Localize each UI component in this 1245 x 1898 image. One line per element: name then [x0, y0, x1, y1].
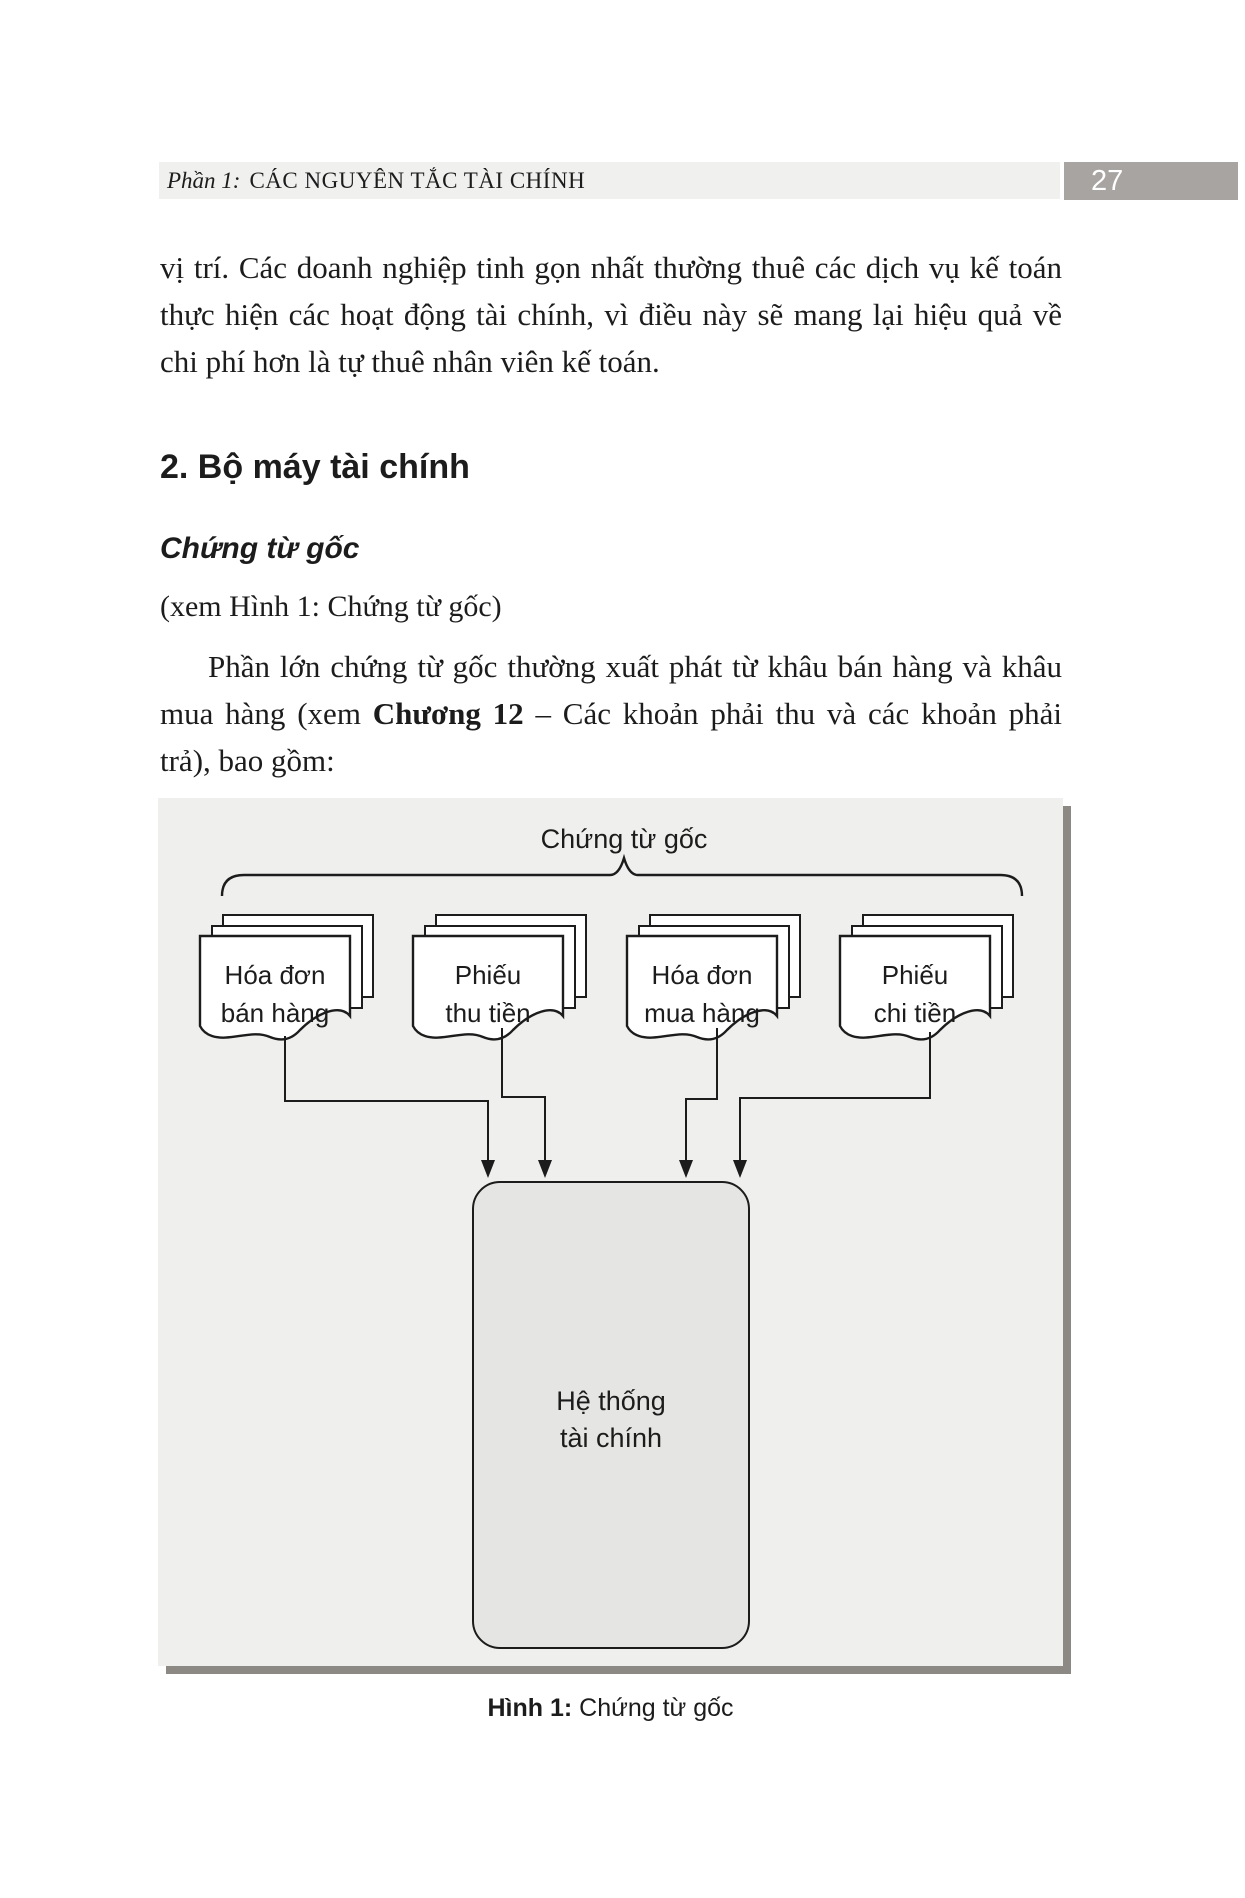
document-stack-payment-voucher [840, 915, 1013, 1039]
document-stack-receipt-voucher [413, 915, 586, 1039]
system-box-label-line1: Hệ thống [556, 1386, 666, 1416]
figure-reference: (xem Hình 1: Chứng từ gốc) [160, 590, 502, 623]
connector-line-3 [686, 1028, 717, 1162]
arrow-down-icon [538, 1160, 552, 1178]
document-stack-sales-invoice [200, 915, 373, 1039]
figure-1-panel [158, 798, 1063, 1666]
header-part-label: Phần 1: [167, 168, 241, 193]
figure-caption-number: Hình 1: [487, 1694, 573, 1722]
document-label-line2: mua hàng [644, 998, 760, 1028]
paragraph2-after: – Các khoản phải thu và các khoản phải trả), bao gồm: [160, 696, 1063, 778]
connector-line-1 [285, 1036, 488, 1162]
document-stack-purchase-invoice [627, 915, 800, 1039]
running-header [159, 162, 1060, 199]
bracket-label: Chứng từ gốc [540, 824, 708, 854]
text-column [160, 244, 1062, 784]
connector-line-4 [740, 1032, 930, 1162]
figure-1-diagram [158, 798, 1063, 1666]
system-box-label-line2: tài chính [559, 1423, 663, 1453]
document-label-line2: bán hàng [220, 998, 330, 1028]
chapter-crossref: Chương 12 [372, 696, 524, 731]
arrow-down-icon [481, 1160, 495, 1178]
figure-caption-text: Chứng từ gốc [572, 1694, 734, 1722]
document-label-line1: Hóa đơn [224, 960, 326, 990]
document-label-line2: chi tiền [873, 998, 957, 1028]
paragraph2-before: Phần lớn chứng từ gốc thường xuất phát từ khâu bán hàng và khâu mua hàng (xem [160, 649, 1062, 731]
figure-caption [158, 1692, 1063, 1724]
document-label-line1: Phiếu [881, 960, 949, 990]
paragraph-continuation: vị trí. Các doanh nghiệp tinh gọn nhất thường thuê các dịch vụ kế toán thực hiện các hoạt động tài chính, vì điều này sẽ mang lại hiệu quả về chi phí hơn là tự thuê nhân viên kế toán. [160, 250, 1062, 379]
connector-line-2 [502, 1028, 545, 1162]
document-label-line1: Phiếu [454, 960, 522, 990]
section-heading: 2. Bộ máy tài chính [160, 448, 470, 486]
page-number-badge [1064, 162, 1238, 200]
paragraph-intro-figure [160, 643, 1062, 784]
document-label-line2: thu tiền [445, 998, 531, 1028]
page-number: 27 [1091, 165, 1124, 197]
header-part-title: CÁC NGUYÊN TẮC TÀI CHÍNH [249, 168, 586, 193]
subsection-heading: Chứng từ gốc [160, 532, 360, 565]
arrow-down-icon [679, 1160, 693, 1178]
document-label-line1: Hóa đơn [651, 960, 753, 990]
brace-icon [222, 858, 1022, 896]
arrow-down-icon [733, 1160, 747, 1178]
